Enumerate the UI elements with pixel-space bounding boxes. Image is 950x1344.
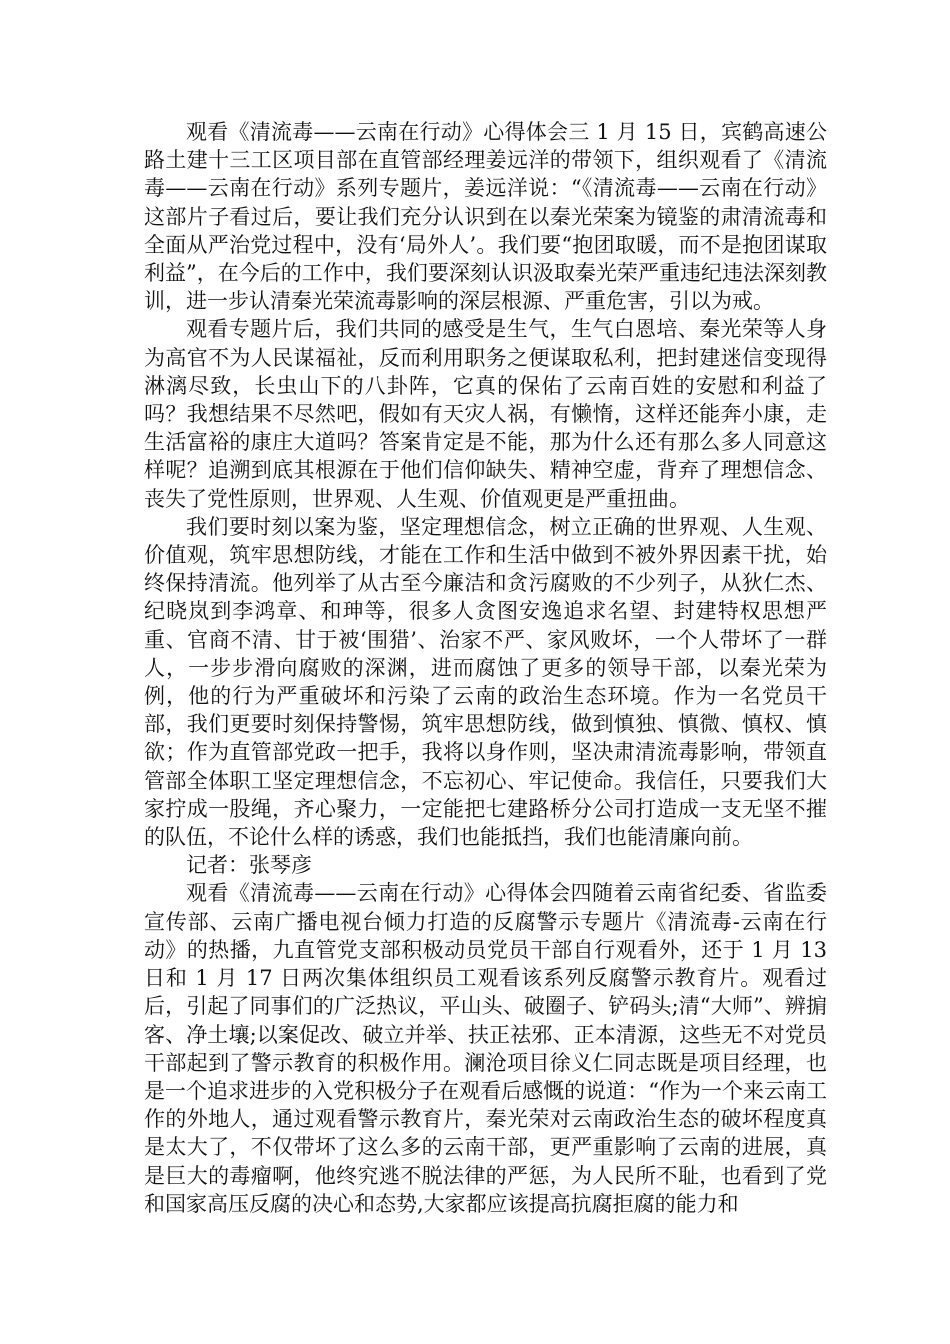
paragraph-2: 观看专题片后，我们共同的感受是生气，生气白恩培、秦光荣等人身为高官不为人民谋福祉，反而利用职务之便谋取私利，把封建迷信变现得淋漓尽致，长虫山下的八卦阵，它真的保佑了云南百姓的安慰和利益了吗？我想结果不尽然吧，假如有天灾人祸，有懒惰，这样还能奔小康，走生活富裕的康庄大道吗？答案肯定是不能，那为什么还有那么多人同意这样呢？追溯到底其根源在于他们信仰缺失、精神空虚，背弃了理想信念、丧失了党性原则，世界观、人生观、价值观更是严重扭曲。: [144, 317, 827, 511]
paragraph-1: 观看《清流毒——云南在行动》心得体会三 1 月 15 日，宾鹤高速公路土建十三工区项目部在直管部经理姜远洋的带领下，组织观看了《清流毒——云南在行动》系列专题片，姜远洋说：“《清流毒——云南在行动》这部片子看过后，要让我们充分认识到在以秦光荣案为镜鉴的肃清流毒和全面从严治党过程中，没有‘局外人’。我们要“抱团取暖，而不是抱团谋取利益”，在今后的工作中，我们要深刻认识汲取秦光荣严重违纪违法深刻教训，进一步认清秦光荣流毒影响的深层根源、严重危害，引以为戒。: [144, 120, 827, 314]
reporter-line: 记者：张琴彦: [186, 853, 312, 878]
paragraph-4: 观看《清流毒——云南在行动》心得体会四随着云南省纪委、省监委宣传部、云南广播电视台倾力打造的反腐警示专题片《清流毒-云南在行动》的热播，九直管党支部积极动员党员干部自行观看外，还于 1 月 13 日和 1 月 17 日两次集体组织员工观看该系列反腐警示教育片。观看过后，引起了同事们的广泛热议，平山头、破圈子、铲码头;清“大师”、辨掮客、净土壤;以案促改、破立并举、扶正祛邪、正本清源，这些无不对党员干部起到了警示教育的积极作用。澜沧项目徐义仁同志既是项目经理，也是一个追求进步的入党积极分子在观看后感慨的说道：“作为一个来云南工作的外地人，通过观看警示教育片，秦光荣对云南政治生态的破坏程度真是太大了，不仅带坏了这么多的云南干部，更严重影响了云南的进展，真是巨大的毒瘤啊，他终究逃不脱法律的严惩，为人民所不耻，也看到了党和国家高压反腐的决心和态势,大家都应该提高抗腐拒腐的能力和: [144, 881, 827, 1216]
paragraph-3: 我们要时刻以案为鉴，坚定理想信念，树立正确的世界观、人生观、价值观，筑牢思想防线，才能在工作和生活中做到不被外界因素干扰，始终保持清流。他列举了从古至今廉洁和贪污腐败的不少列子，从狄仁杰、纪晓岚到李鸿章、和珅等，很多人贪图安逸追求名望、封建特权思想严重、官商不清、甘于被‘围猎’、治家不严、家风败坏，一个人带坏了一群人，一步步滑向腐败的深渊，进而腐蚀了更多的领导干部，以秦光荣为例，他的行为严重破坏和污染了云南的政治生态环境。作为一名党员干部，我们更要时刻保持警惕，筑牢思想防线，做到慎独、慎微、慎权、慎欲；作为直管部党政一把手，我将以身作则，坚决肃清流毒影响，带领直管部全体职工坚定理想信念，不忘初心、牢记使命。我信任，只要我们大家拧成一股绳，齐心聚力，一定能把七建路桥分公司打造成一支无坚不摧的队伍，不论什么样的诱惑，我们也能抵挡，我们也能清廉向前。: [144, 514, 827, 850]
document-body: [144, 118, 827, 1218]
